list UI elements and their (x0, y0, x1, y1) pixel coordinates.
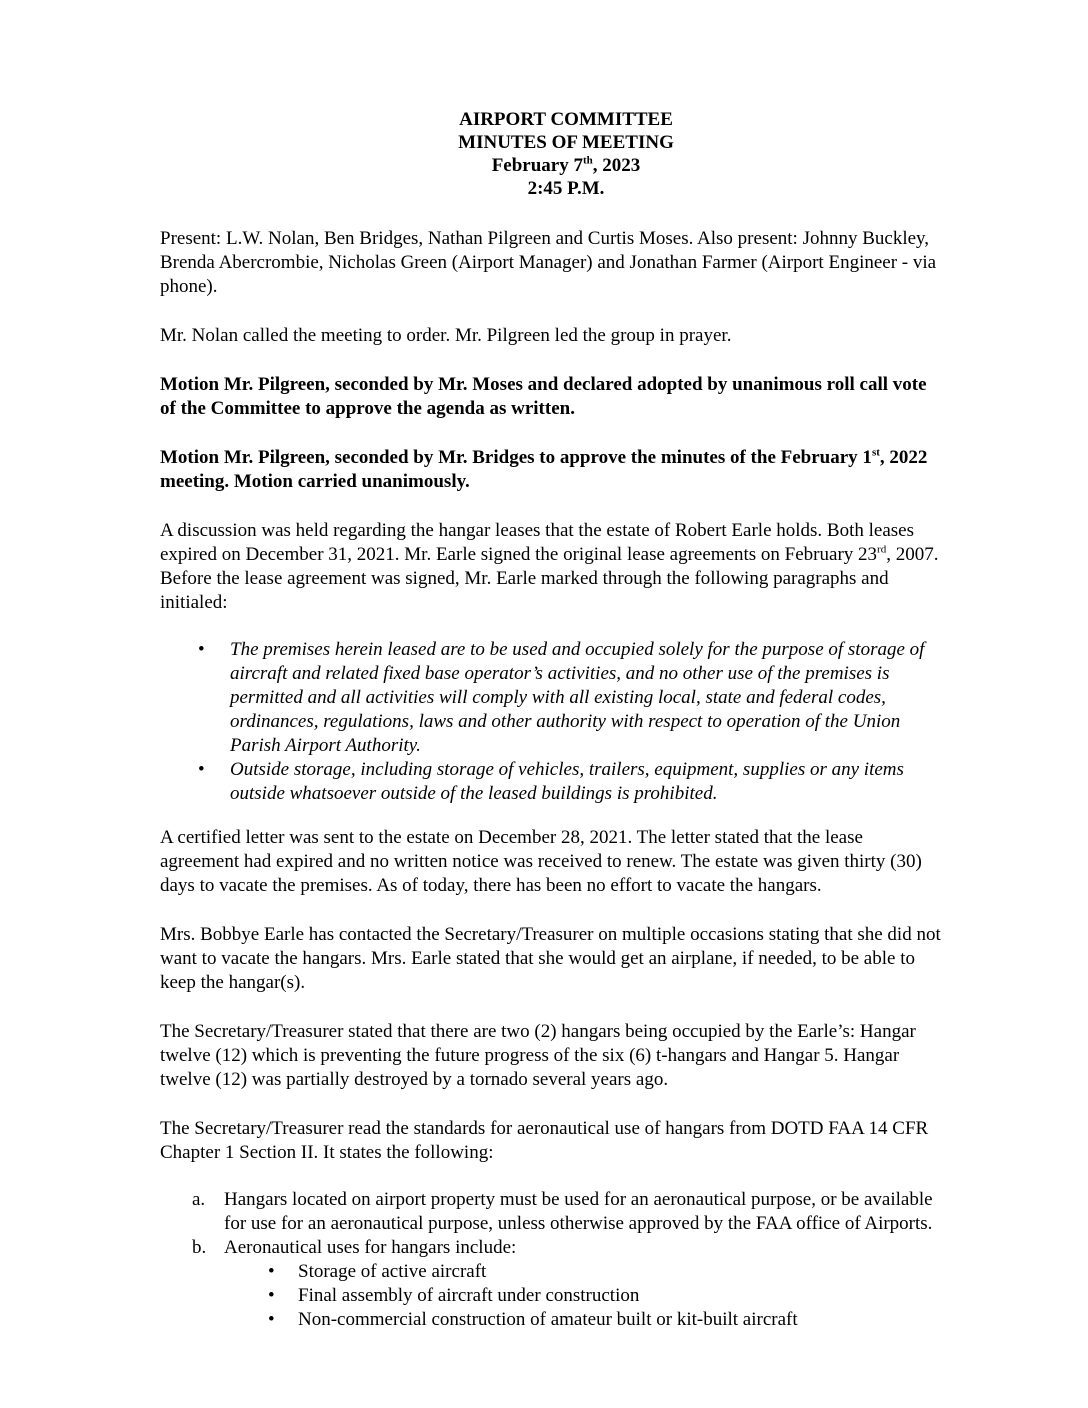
list-item: • Outside storage, including storage of vehicles, trailers, equipment, supplies or any items outside whatsoever outside of the leased buildings is prohibited. (230, 758, 942, 806)
mrs-earle-paragraph: Mrs. Bobbye Earle has contacted the Secretary/Treasurer on multiple occasions stating that she did not want to vacate the hangars. Mrs. Earle stated that she would get an airplane, if needed, to be able to keep the hangar(s). (160, 924, 941, 993)
hangars-paragraph: The Secretary/Treasurer stated that there are two (2) hangars being occupied by the Earle’s: Hangar twelve (12) which is preventing the future progress of the six (6) t-hangars and Hangar 5. Hangar twelve (12) was partially destroyed by a tornado several years ago. (160, 1021, 916, 1090)
discussion-paragraph: A discussion was held regarding the hangar leases that the estate of Robert Earle holds. Both leases expired on December 31, 2021. Mr. Earle signed the original lease agreements on February 23rd, 2007. Before the lease agreement was signed, Mr. Earle marked through the following paragraphs and initialed: (160, 520, 939, 613)
meeting-date: February 7th, 2023 (491, 154, 641, 176)
struck-paragraphs-list (160, 638, 942, 806)
aeronautical-uses-list (224, 1260, 942, 1332)
list-item: • Final assembly of aircraft under construction (298, 1284, 942, 1308)
minutes-title: MINUTES OF MEETING (458, 132, 674, 153)
certified-letter-paragraph: A certified letter was sent to the estate on December 28, 2021. The letter stated that the lease agreement had expired and no written notice was received to renew. The estate was given thirty (30) days to vacate the premises. As of today, there has been no effort to vacate the hangars. (160, 827, 922, 896)
list-item: • Storage of active aircraft (298, 1260, 942, 1284)
standards-paragraph: The Secretary/Treasurer read the standards for aeronautical use of hangars from DOTD FAA 14 CFR Chapter 1 Section II. It states the following: (160, 1118, 929, 1163)
list-item: b. Aeronautical uses for hangars include: • Storage of active aircraft • Final assembly of aircraft under construction • Non-commercial construction of amateur built or kit-built aircraft (224, 1236, 942, 1332)
list-item: • Non-commercial construction of amateur built or kit-built aircraft (298, 1308, 942, 1332)
standards-list (160, 1188, 942, 1332)
list-item: • The premises herein leased are to be used and occupied solely for the purpose of storage of aircraft and related fixed base operator’s activities, and no other use of the premises is permitted and all activities will comply with all existing local, state and federal codes, ordinances, regulations, laws and other authority with respect to operation of the Union Parish Airport Authority. (230, 638, 942, 758)
motion-agenda: Motion Mr. Pilgreen, seconded by Mr. Moses and declared adopted by unanimous roll call vote of the Committee to approve the agenda as written. (160, 374, 927, 419)
committee-title: AIRPORT COMMITTEE (459, 109, 673, 130)
attendance-paragraph: Present: L.W. Nolan, Ben Bridges, Nathan Pilgreen and Curtis Moses. Also present: Johnny Buckley, Brenda Abercrombie, Nicholas Green (Airport Manager) and Jonathan Farmer (Airport Engineer - via phone). (160, 228, 937, 297)
motion-minutes: Motion Mr. Pilgreen, seconded by Mr. Bridges to approve the minutes of the February 1st, 2022 meeting. Motion carried unanimously. (160, 446, 928, 492)
list-item: a. Hangars located on airport property must be used for an aeronautical purpose, or be available for use for an aeronautical purpose, unless otherwise approved by the FAA office of Airports. (192, 1189, 933, 1234)
call-to-order-paragraph: Mr. Nolan called the meeting to order. Mr. Pilgreen led the group in prayer. (160, 325, 732, 346)
meeting-time: 2:45 P.M. (527, 178, 605, 199)
document-header (190, 108, 942, 200)
